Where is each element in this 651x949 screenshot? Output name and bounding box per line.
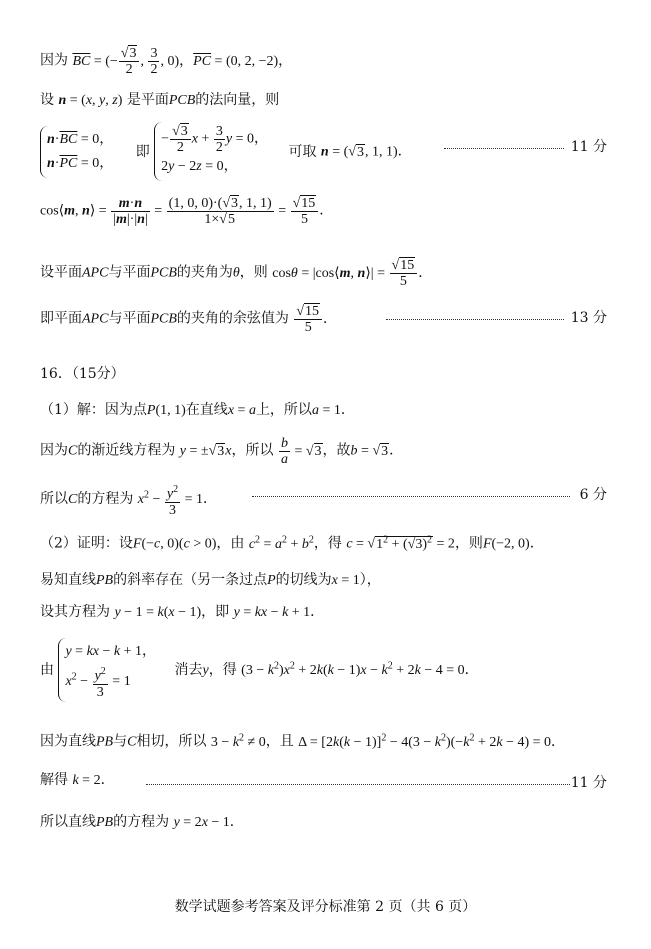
- text-kequ: 可取: [288, 143, 317, 160]
- line-vectors: 因为 $\overline{BC}$ = (− $\frac{√3}{2}$ , $\frac{3}{2}$ , 0)，$\overline{PC} = (0$, 2, −2)，: [40, 46, 293, 77]
- score-dots: [252, 496, 570, 497]
- text-with-plane: 与平面: [108, 264, 151, 281]
- text-ji-plane: 即平面: [40, 310, 82, 327]
- text-let-angle: 设平面: [40, 264, 82, 281]
- text-shequ: 设其方程为: [40, 604, 110, 620]
- line-equation-c: 所以C的方程为 $x^2$ − $\frac{y^2}{3}$ = 1．: [40, 484, 218, 518]
- line-asymptote: 因为C的渐近线方程为 y = ±√3x，所以 $\frac{b}{a}$ = √3，故b = √3．: [40, 436, 404, 467]
- text-you: ，由: [216, 535, 245, 552]
- text-because-pb: 因为直线: [40, 733, 96, 750]
- text-de2: ，得: [208, 661, 237, 678]
- text-final-eq: 的方程为: [113, 814, 170, 830]
- text-jiede: 解得: [40, 772, 68, 788]
- score-13: 13 分: [570, 310, 607, 326]
- system-dot-products: $n\cdot\overline{BC} = 0$， $n\cdot\overline{PC} = 0$，: [40, 126, 113, 178]
- line-part2: （2）证明：设F(−c, 0)(c > 0)，由 $c^2 = a^2 + b^2$，得 $c = √1^2 + (√3)^2 = 2$，则F(−2, 0)．: [40, 534, 544, 552]
- text-xiangqie: 相切，所以: [136, 733, 207, 750]
- text-ze: ，则: [454, 535, 483, 552]
- text-close: ），: [359, 572, 381, 588]
- text-is-normal: 是平面: [126, 92, 169, 108]
- text-xiaoqu: 消去: [174, 661, 203, 678]
- score-dots: [386, 319, 564, 320]
- text-slope: 的斜率存在（另一条过点: [113, 572, 268, 588]
- text-suoyi-c: 所以: [40, 491, 68, 508]
- text-de: ，得: [313, 535, 342, 552]
- text-because: 因为: [40, 52, 68, 69]
- text-asym: 的渐近线方程为: [77, 442, 176, 459]
- text-then: ，则: [239, 264, 268, 281]
- text-normal-tail: 的法向量，则: [195, 92, 280, 108]
- text-qie: ，且: [265, 733, 294, 750]
- text-ji-2: 即: [215, 604, 230, 620]
- text-p2-start: （2）证明：设: [40, 535, 133, 552]
- score-dots: [146, 784, 570, 785]
- line-line-equation: 设其方程为 y − 1 = k(x − 1)，即 y = kx − k + 1．: [40, 604, 325, 620]
- score-6: 6 分: [579, 487, 607, 503]
- text-suoyi: ，所以: [231, 442, 274, 459]
- line-solve-k: 解得 k = 2．: [40, 772, 115, 788]
- score-dots: [444, 148, 564, 149]
- line-final: 所以直线PB的方程为 y = 2x − 1．: [40, 814, 244, 830]
- text-you2: 由: [40, 661, 54, 678]
- score-11a: 11 分: [570, 139, 607, 155]
- line-cos: cos⟨m, n⟩ = $\frac{m\cdot n}{|m|\cdot|n|}$ = $\frac{(1, 0, 0)\cdot(√3, 1, 1)}{1\times√5}$ = $\frac{√15}{5}$ ．: [40, 196, 334, 227]
- text-angle-is: 的夹角为: [176, 264, 233, 281]
- text-yizhi: 易知直线: [40, 572, 96, 588]
- line-angle: 设平面APC与平面PCB的夹角为θ，则 cosθ = |cos⟨m, n⟩| = $\frac{√15}{5}$ ．: [40, 258, 433, 289]
- text-p1-start: （1）解：因为点: [40, 402, 147, 418]
- system-equations: − $\frac{√3}{2}$ x + $\frac{3}{2}$ y = 0， 2y − 2z = 0，: [154, 122, 268, 181]
- text-cos-val: 的夹角的余弦值为: [176, 310, 289, 327]
- system-line-hyperbola: y = kx − k + 1， $x^2$ − $\frac{y^2}{3}$ = 1: [58, 638, 156, 702]
- line-tangent-condition: 因为直线PB与C相切，所以 $3 - k^2 \ne 0$，且 $\Delta = [2k(k - 1)]^2 - 4(3 - k^2)(-k^2 + 2k - 4) = 0$．: [40, 732, 566, 750]
- text-let: 设: [40, 92, 54, 108]
- text-gu: ，故: [322, 442, 351, 459]
- page-footer: 数学试题参考答案及评分标准第 2 页（共 6 页）: [174, 899, 477, 915]
- line-cos-value: 即平面APC与平面PCB的夹角的余弦值为 $\frac{√15}{5}$ ．: [40, 304, 338, 335]
- text-eq-is: 的方程为: [77, 491, 134, 508]
- text-final: 所以直线: [40, 814, 96, 830]
- question-16-title: 16．（15分）: [40, 366, 125, 382]
- line-system-elim: 由 y = kx − k + 1， $x^2$ − $\frac{y^2}{3}$ = 1 消去y，得 $(3 - k^2)x^2 + 2k(k - 1)x - k^2 + 2k - 4 = 0$．: [40, 638, 479, 702]
- line-slope: 易知直线PB的斜率存在（另一条过点P的切线为x = 1），: [40, 572, 381, 588]
- score-11b: 11 分: [570, 775, 607, 791]
- text-ji: 即: [135, 143, 150, 160]
- text-on-line: 在直线: [185, 402, 228, 418]
- text-because-2: 因为: [40, 442, 68, 459]
- text-tangent: 的切线为: [275, 572, 332, 588]
- line-normal-vector: 设 n = (x, y, z) 是平面PCB的法向量，则: [40, 92, 280, 108]
- text-on-suffix: 上，所以: [255, 402, 312, 418]
- text-with-plane-2: 与平面: [108, 310, 151, 327]
- line-systems: $n\cdot\overline{BC} = 0$， $n\cdot\overline{PC} = 0$， 即 − $\frac{√3}{2}$ x + $\frac{3}{2}$ y = 0， 2y − 2z = 0， 可取 n = (√3, 1, 1)．: [40, 122, 412, 181]
- line-part1: （1）解：因为点P(1, 1)在直线x = a上，所以a = 1．: [40, 402, 355, 418]
